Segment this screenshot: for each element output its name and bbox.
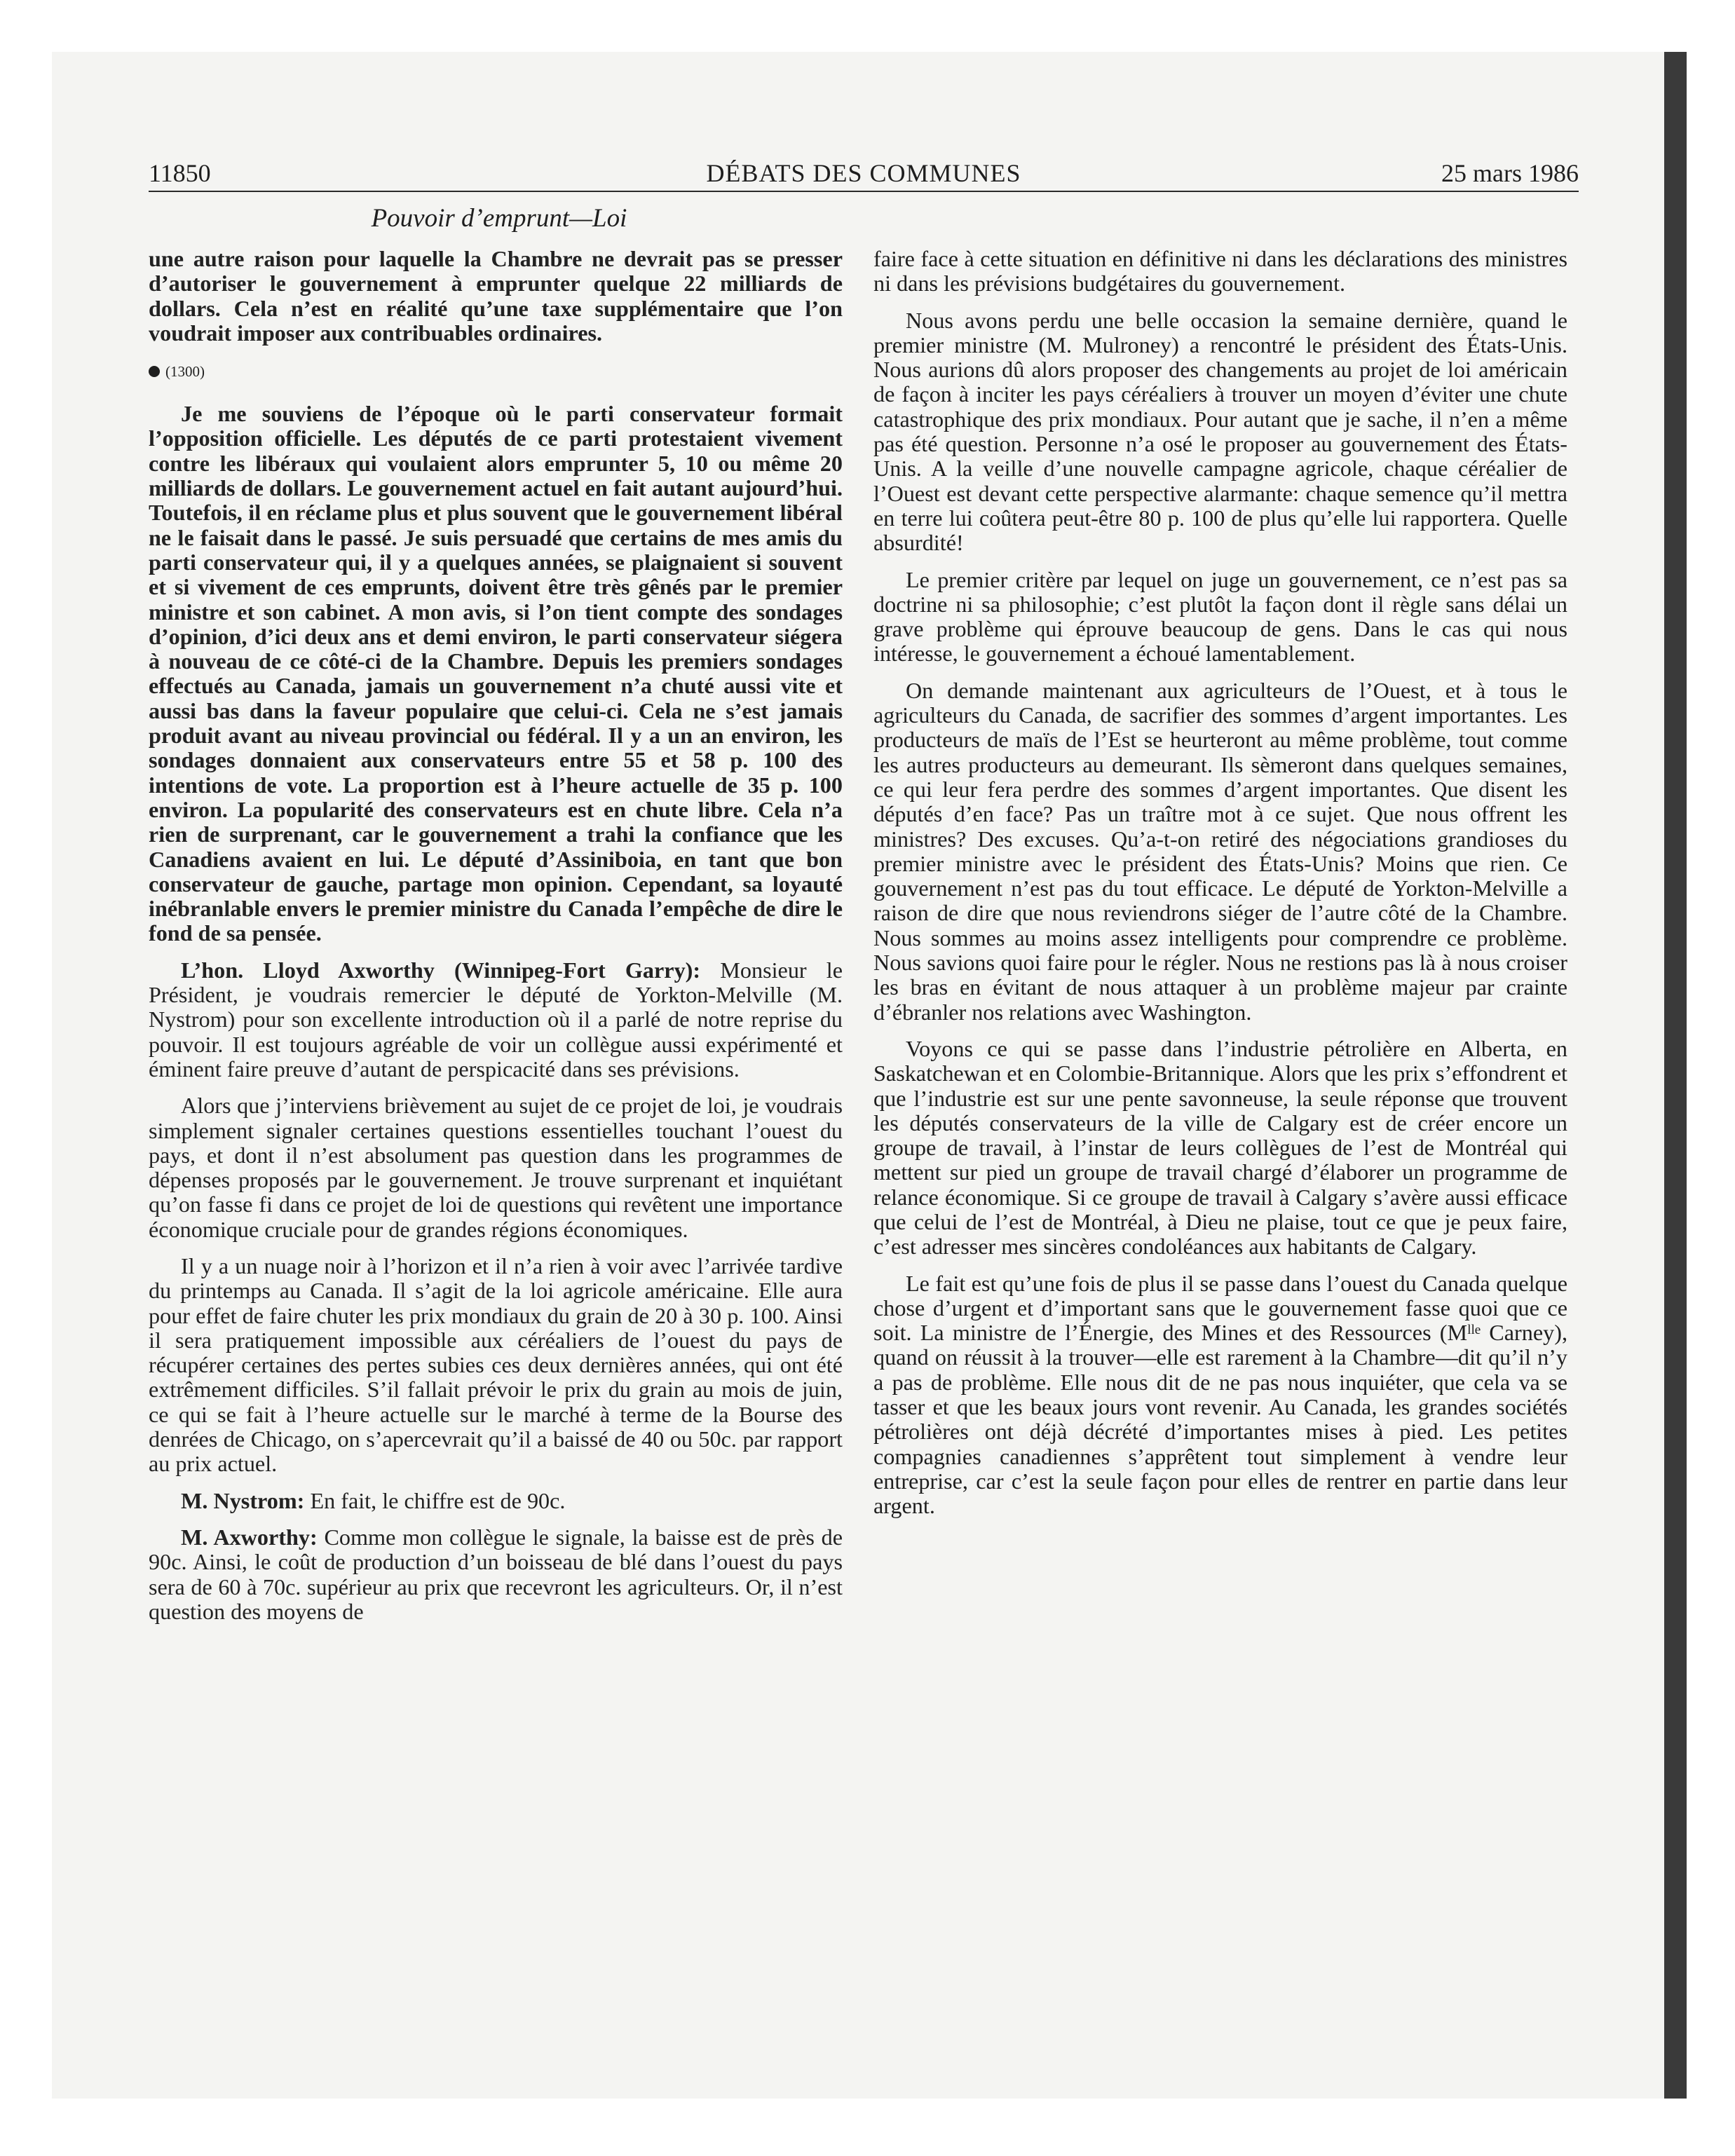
paragraph: Je me souviens de l’époque où le parti conservateur formait l’opposition officielle. Les députés de ce parti protestaient vivement contre les libéraux qui voulaient alors emprunter 5, 10 ou même 20 milliards de dollars. Le gouvernement actuel en fait autant aujourd’hui. Toutefois, il en réclame plus et plus souvent que le gouvernement libéral ne le faisait dans le passé. Je suis persuadé que certains de mes amis du parti conservateur qui, il y a quelques années, se plaignaient si souvent et si vivement de ces emprunts, doivent être très gênés par le premier ministre et son cabinet. A mon avis, si l’on tient compte des sondages d’opinion, d’ici deux ans et demi environ, le parti conservateur siégera à nouveau de ce côté-ci de la Chambre. Depuis les premiers sondages effectués au Canada, jamais un gouvernement n’a chuté aussi vite et aussi bas dans la faveur populaire que celui-ci. Cela ne s’est jamais produit avant au niveau provincial ou fédéral. Il y a un an environ, les sondages donnaient aux conservateurs entre 55 et 58 p. 100 des intentions de vote. La proportion est à l’heure actuelle de 35 p. 100 environ. La popularité des conservateurs est en chute libre. Cela n’a rien de surprenant, car le gouvernement a trahi la confiance que les Canadiens avaient en lui. Le député d’Assiniboia, en tant que bon conservateur de gauche, partage mon opinion. Cependant, sa loyauté inébranlable envers le premier ministre du Canada l’empêche de dire le fond de sa pensée.: [149, 401, 843, 946]
speech-text: Monsieur le Président, je voudrais remercier le député de Yorkton-Melville (M. Nystrom) pour son excellente introduction où il a parlé de notre reprise du pouvoir. Il est toujours agréable de voir un collègue aussi expérimenté et éminent faire preuve d’autant de perspicacité dans ses prévisions.: [149, 957, 843, 1082]
speech-text: En fait, le chiffre est de 90c.: [310, 1487, 566, 1513]
speech-paragraph: [149, 1489, 843, 1513]
speech-text: Comme mon collègue le signale, la baisse est de près de 90c. Ainsi, le coût de production d’un boisseau de blé dans l’ouest du pays sera de 60 à 70c. supérieur au prix que recevront les agriculteurs. Or, il n’est question des moyens de: [149, 1524, 843, 1624]
speech-paragraph: [149, 1525, 843, 1624]
page-header: [149, 156, 1579, 192]
paragraph: Nous avons perdu une belle occasion la semaine dernière, quand le premier ministre (M. Mulroney) a rencontré le président des États-Unis. Nous aurions dû alors proposer des changements au projet de loi américain de façon à inciter les pays céréaliers à trouver un moyen d’éviter une chute catastrophique des prix mondiaux. Pour autant que je sache, il n’en a même pas été question. Personne n’a osé le proposer au gouvernement des États-Unis. A la veille d’une nouvelle campagne agricole, chaque céréalier de l’Ouest est devant cette perspective alarmante: chaque semence qu’il mettra en terre lui coûtera peut-être 80 p. 100 de plus qu’elle lui rapportera. Quelle absurdité!: [873, 307, 1567, 556]
left-column: [149, 247, 843, 1636]
time-marker-label: (1300): [165, 363, 205, 381]
speech-paragraph: [149, 958, 843, 1082]
speaker-name: L’hon. Lloyd Axworthy (Winnipeg-Fort Garry):: [181, 957, 701, 983]
paragraph: Le premier critère par lequel on juge un gouvernement, ce n’est pas sa doctrine ni sa philosophie; c’est plutôt la façon dont il règle sans délai un grave problème qui éprouve beaucoup de gens. Dans le cas qui nous intéresse, le gouvernement a échoué lamentablement.: [873, 566, 1567, 667]
paragraph: Alors que j’interviens brièvement au sujet de ce projet de loi, je voudrais simplement signaler certaines questions essentielles touchant l’ouest du pays, et dont il n’est absolument pas question dans les programmes de dépenses proposés par le gouvernement. Je trouve surprenant et inquiétant qu’on fasse fi dans ce projet de loi de questions qui revêtent une importance économique cruciale pour de grandes régions économiques.: [149, 1093, 843, 1242]
journal-title: DÉBATS DES COMMUNES: [706, 159, 1021, 187]
paragraph: Voyons ce qui se passe dans l’industrie pétrolière en Alberta, en Saskatchewan et en Colombie-Britannique. Alors que les prix s’effondrent et que l’industrie est sur une pente savonneuse, la seule réponse que trouvent les députés conservateurs de la ville de Calgary est de créer encore un groupe de travail, à l’instar de leurs collègues de l’est de Montréal qui mettent sur pied un groupe de travail chargé d’élaborer un programme de relance économique. Si ce groupe de travail à Calgary s’avère aussi efficace que celui de l’est de Montréal, à Dieu ne plaise, tout ce que je peux faire, c’est adresser mes sincères condoléances aux habitants de Calgary.: [873, 1035, 1567, 1260]
paragraph: une autre raison pour laquelle la Chambre ne devrait pas se presser d’autoriser le gouvernement à emprunter quelque 22 milliards de dollars. Cela n’est en réalité qu’une taxe supplémentaire que l’on voudrait imposer aux contribuables ordinaires.: [149, 246, 843, 346]
section-subject: Pouvoir d’emprunt—Loi: [371, 204, 627, 233]
speaker-name: M. Nystrom:: [181, 1487, 305, 1513]
time-marker: [149, 361, 843, 382]
page-number: 11850: [149, 159, 211, 187]
bullet-icon: [149, 366, 160, 377]
paragraph: On demande maintenant aux agriculteurs de l’Ouest, et à tous le agriculteurs du Canada, de sacrifier des sommes d’argent importantes. Les producteurs de maïs de l’Est se heurteront au même problème, tout comme les autres producteurs au demeurant. Ils sèmeront dans quelques semaines, ce qui leur fera perdre des sommes d’argent importantes. Que disent les députés d’en face? Pas un traître mot à ce sujet. Que nous offrent les ministres? Des excuses. Qu’a-t-on retiré des négociations grandioses du premier ministre avec le président des États-Unis? Moins que rien. Ce gouvernement n’est pas du tout efficace. Le député de Yorkton-Melville a raison de dire que nous reviendrons siéger de l’autre côté de la Chambre. Nous sommes au moins assez intelligents pour comprendre ce problème. Nous savions quoi faire pour le régler. Nous ne restions pas là à nous croiser les bras en évitant de nous attaquer à un problème majeur par crainte d’ébranler nos relations avec Washington.: [873, 677, 1567, 1025]
speaker-name: M. Axworthy:: [181, 1524, 318, 1550]
issue-date: 25 mars 1986: [1441, 159, 1579, 187]
paragraph: faire face à cette situation en définitive ni dans les déclarations des ministres ni dans les prévisions budgétaires du gouvernement.: [873, 246, 1567, 296]
paragraph: Le fait est qu’une fois de plus il se passe dans l’ouest du Canada quelque chose d’urgent et d’important sans que le gouvernement fasse quoi que ce soit. La ministre de l’Énergie, des Mines et des Ressources (Mˡˡᵉ Carney), quand on réussit à la trouver—elle est rarement à la Chambre—dit qu’il n’y a pas de problème. Elle nous dit de ne pas nous inquiéter, que cela va se tasser et que les beaux jours vont revenir. Au Canada, les grandes sociétés pétrolières ont déjà décrété d’importantes mises à pied. Les petites compagnies canadiennes s’apprêtent tout simplement à vendre leur entreprise, car c’est la seule façon pour elles de rentrer en partie dans leur argent.: [873, 1270, 1567, 1519]
binding-edge: [1664, 52, 1687, 2099]
paragraph: Il y a un nuage noir à l’horizon et il n’a rien à voir avec l’arrivée tardive du printemps au Canada. Il s’agit de la loi agricole américaine. Elle aura pour effet de faire chuter les prix mondiaux du grain de 20 à 30 p. 100. Ainsi il sera pratiquement impossible aux céréaliers de l’ouest du pays de récupérer certaines des pertes subies ces deux dernières années, qui ont été extrêmement difficiles. S’il fallait prévoir le prix du grain au mois de juin, ce qui se fait à l’heure actuelle sur le marché à terme de la Bourse des denrées de Chicago, on s’apercevrait qu’il a baissé de 40 ou 50c. par rapport au prix actuel.: [149, 1253, 843, 1477]
right-column: [873, 247, 1567, 1531]
